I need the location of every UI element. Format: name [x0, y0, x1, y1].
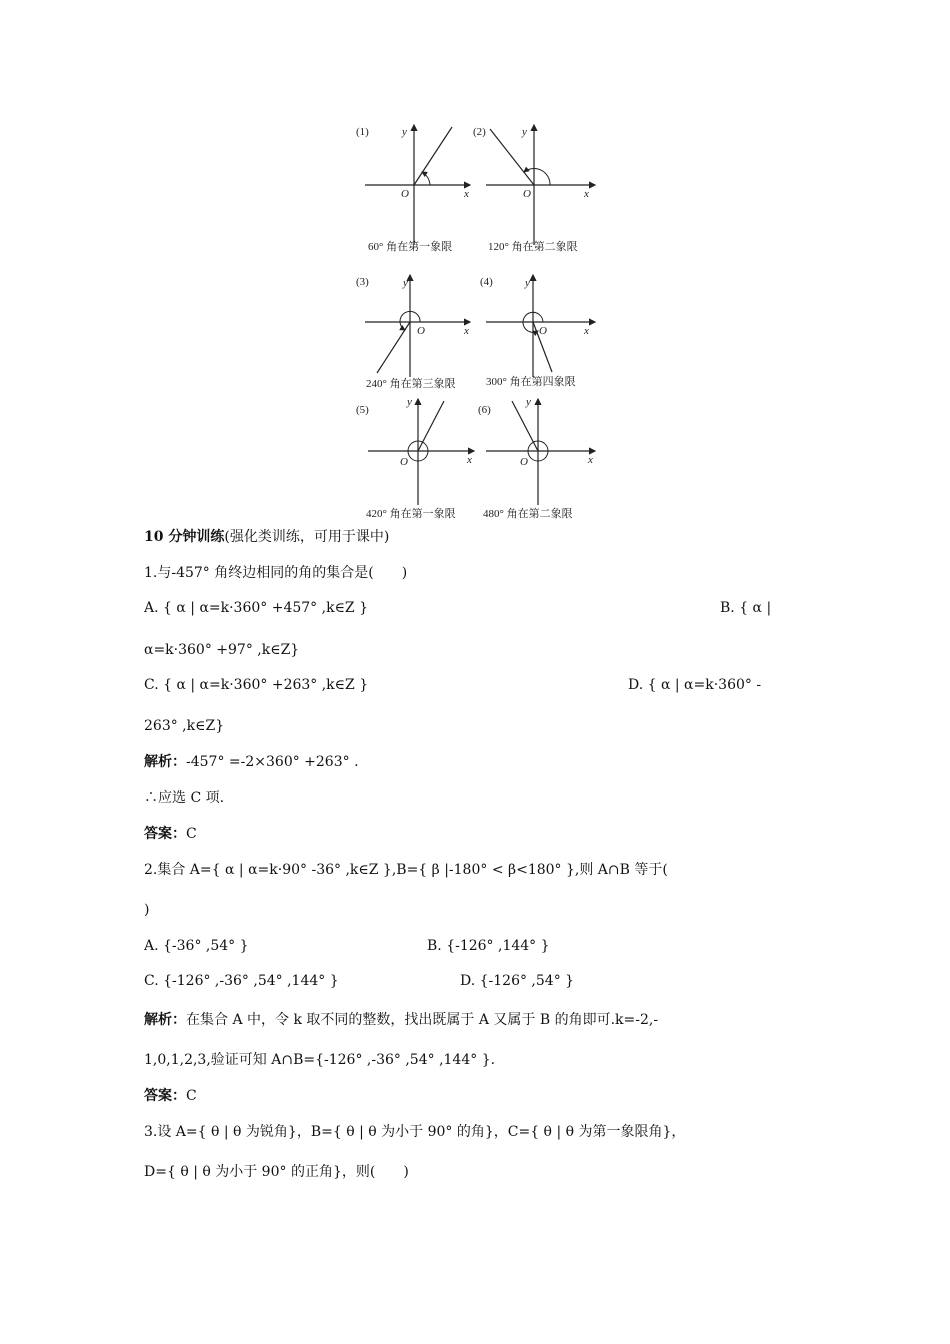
terminal-side [418, 401, 444, 451]
angle-figure [340, 115, 610, 525]
analysis-label: 解析： [144, 1012, 186, 1028]
terminal-side [490, 129, 534, 185]
analysis-text: -457° =-2×360° +263° . [186, 754, 359, 770]
panel-5-num: (5) [356, 404, 369, 416]
origin-label: O [401, 188, 409, 200]
q2-stem-end: ) [144, 902, 150, 918]
y-label: y [403, 277, 408, 289]
x-label: x [584, 188, 589, 200]
x-label: x [588, 454, 593, 466]
origin-label: O [520, 456, 528, 468]
panel-3-num: (3) [356, 276, 369, 288]
analysis-text: 在集合 A 中，令 k 取不同的整数，找出既属于 A 又属于 B 的角即可.k=-2,- [186, 1012, 659, 1028]
y-label: y [402, 126, 407, 138]
q2-option-c: C. {-126° ,-36° ,54° ,144° } [144, 973, 339, 989]
q2-option-a: A. {-36° ,54° } [144, 938, 249, 954]
q1-option-d: D. { α | α=k·360° - [628, 677, 762, 693]
q2-analysis-cont: 1,0,1,2,3,验证可知 A∩B={-126° ,-36° ,54° ,144° }. [144, 1052, 496, 1068]
panel-1-caption: 60° 角在第一象限 [368, 241, 453, 253]
q2-answer [144, 1086, 197, 1106]
y-label: y [526, 396, 531, 408]
panel-5 [356, 396, 474, 520]
q3-stem-cont: D={ θ | θ 为小于 90° 的正角}，则( ) [144, 1164, 409, 1180]
q2-analysis [144, 1010, 658, 1030]
analysis-label: 解析： [144, 754, 186, 770]
origin-label: O [523, 188, 531, 200]
x-label: x [584, 325, 589, 337]
panel-2-num: (2) [473, 126, 486, 138]
q2-option-d: D. {-126° ,54° } [460, 973, 575, 989]
y-label: y [522, 126, 527, 138]
section-subtitle: (强化类训练，可用于课中) [224, 529, 390, 545]
answer-label: 答案： [144, 1088, 186, 1104]
y-label: y [525, 277, 530, 289]
terminal-side [512, 401, 538, 451]
origin-label: O [400, 456, 408, 468]
answer-label: 答案： [144, 826, 186, 842]
panel-4 [480, 275, 595, 388]
terminal-side [414, 127, 452, 185]
q3-stem: 3.设 A={ θ | θ 为锐角}，B={ θ | θ 为小于 90° 的角}，C={ θ | θ 为第一象限角}， [144, 1124, 686, 1140]
q1-option-b-cont: α=k·360° +97° ,k∈Z} [144, 642, 300, 658]
section-heading [144, 527, 389, 547]
panel-6-num: (6) [478, 404, 491, 416]
panel-1 [356, 125, 470, 253]
q1-option-c: C. { α | α=k·360° +263° ,k∈Z } [144, 677, 369, 693]
x-label: x [467, 454, 472, 466]
q2-option-b: B. {-126° ,144° } [427, 938, 550, 954]
panel-5-caption: 420° 角在第一象限 [366, 508, 456, 520]
origin-label: O [539, 325, 547, 337]
origin-label: O [417, 325, 425, 337]
y-label: y [407, 396, 412, 408]
q1-analysis [144, 752, 359, 772]
panel-6-caption: 480° 角在第二象限 [483, 508, 573, 520]
x-label: x [464, 325, 469, 337]
q2-stem: 2.集合 A={ α | α=k·90° -36° ,k∈Z },B={ β |-180° < β<180° },则 A∩B 等于( [144, 862, 668, 878]
angle-arc [422, 172, 430, 185]
angle-diagrams [340, 115, 610, 525]
q1-therefore: ∴应选 C 项. [144, 790, 225, 806]
panel-4-caption: 300° 角在第四象限 [486, 376, 576, 388]
q1-option-b: B. { α | [720, 600, 772, 616]
panel-6 [478, 396, 595, 520]
q1-option-a: A. { α | α=k·360° +457° ,k∈Z } [144, 600, 369, 616]
panel-4-num: (4) [480, 276, 493, 288]
panel-1-num: (1) [356, 126, 369, 138]
panel-2 [473, 125, 595, 253]
answer-value: C [186, 1088, 197, 1104]
panel-2-caption: 120° 角在第二象限 [488, 241, 578, 253]
q1-option-d-cont: 263° ,k∈Z} [144, 718, 225, 734]
section-title: 10 分钟训练 [144, 529, 225, 545]
q1-answer [144, 824, 197, 844]
q1-stem: 1.与-457° 角终边相同的角的集合是( ) [144, 565, 408, 581]
x-label: x [464, 188, 469, 200]
panel-3 [356, 275, 470, 390]
panel-3-caption: 240° 角在第三象限 [366, 378, 456, 390]
answer-value: C [186, 826, 197, 842]
